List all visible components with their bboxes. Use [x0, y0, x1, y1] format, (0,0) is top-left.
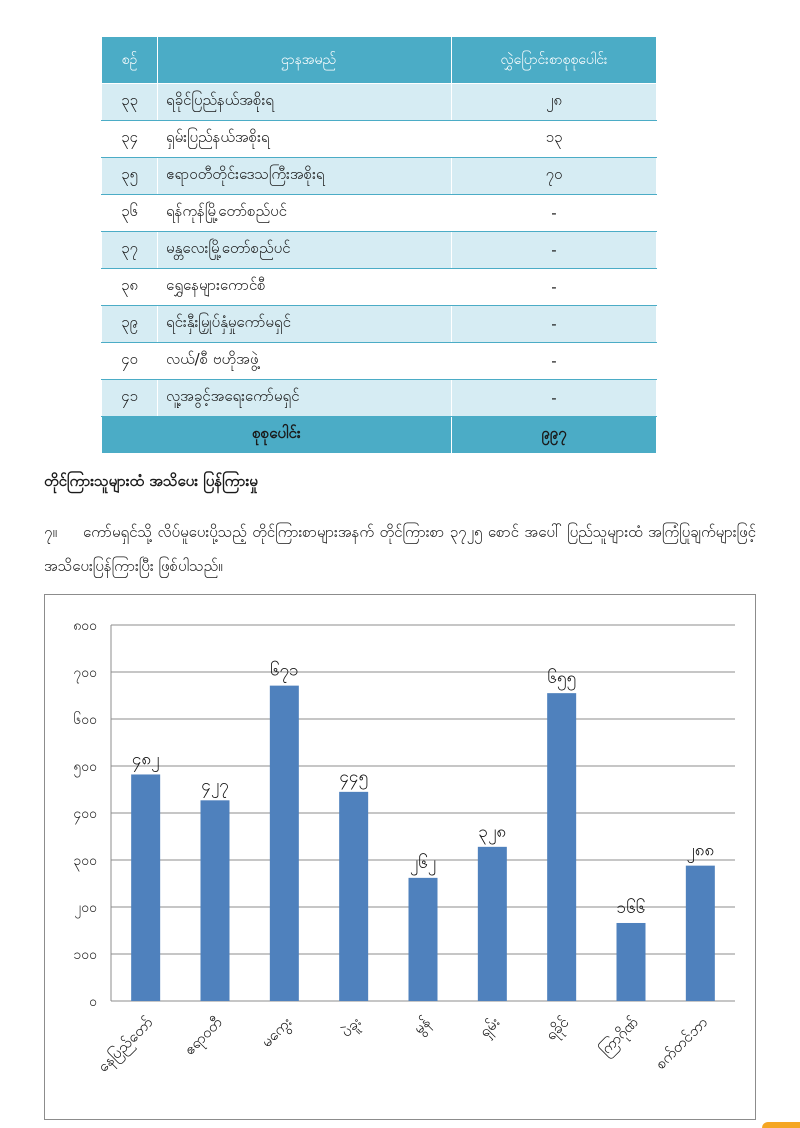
- bar: [478, 847, 507, 1001]
- table-row: [102, 195, 657, 232]
- data-label: ၆၇၁: [269, 660, 299, 681]
- x-tick-label: မွန်: [409, 1013, 434, 1038]
- y-tick-label: ၁၀၀: [73, 947, 97, 963]
- row-total: ၂၈: [452, 84, 657, 121]
- bar: [409, 878, 438, 1001]
- row-department: ရင်းနှီးမြှုပ်နှံမှုကော်မရှင်: [158, 306, 452, 343]
- paragraph: [44, 515, 756, 583]
- y-tick-label: ၈၀၀: [73, 618, 97, 634]
- header-department: ဌာနအမည်: [158, 37, 452, 84]
- row-total: ၇၀: [452, 158, 657, 195]
- x-tick-label: ရခိုင်: [541, 1013, 573, 1044]
- bar: [339, 792, 368, 1001]
- bar: [201, 800, 230, 1001]
- row-department: လူ့အခွင့်အရေးကော်မရှင်: [158, 380, 452, 417]
- data-label: ၄၂၇: [201, 775, 229, 796]
- table-row: [102, 380, 657, 417]
- row-total: -: [452, 195, 657, 232]
- total-value: ၉၉၇: [452, 417, 657, 454]
- header-total: လွှဲပြောင်းစာစုစုပေါင်း: [452, 37, 657, 84]
- bar: [617, 923, 646, 1001]
- table-row: [102, 158, 657, 195]
- bar: [686, 866, 715, 1001]
- table-row: [102, 84, 657, 121]
- data-label: ၄၄၅: [339, 766, 369, 787]
- bar: [547, 693, 576, 1001]
- row-no: ၃၈: [102, 269, 158, 306]
- bar: [131, 774, 160, 1001]
- section-heading: တိုင်ကြားသူများထံ အသိပေး ပြန်ကြားမှု: [44, 472, 258, 490]
- row-no: ၄၁: [102, 380, 158, 417]
- total-label: စုစုပေါင်း: [102, 417, 452, 454]
- page-corner-tab: [762, 1122, 800, 1128]
- y-tick-label: ၂၀၀: [74, 900, 97, 916]
- transfer-table: [101, 36, 657, 454]
- row-no: ၃၇: [102, 232, 158, 269]
- row-no: ၃၉: [102, 306, 158, 343]
- x-tick-label: မကွေး: [257, 1013, 296, 1051]
- x-tick-label: ဧရာဝတီ: [180, 1013, 226, 1059]
- header-no: စဉ်: [102, 37, 158, 84]
- data-label: ၂၆၂: [409, 852, 437, 873]
- y-tick-label: ၀: [89, 994, 97, 1010]
- data-label: ၆၅၅: [547, 668, 577, 689]
- row-department: လယ်/စီ ဗဟိုအဖွဲ့: [158, 343, 452, 380]
- table-row: [102, 121, 657, 158]
- row-total: ၁၃: [452, 121, 657, 158]
- row-total: -: [452, 380, 657, 417]
- table-row: [102, 343, 657, 380]
- y-tick-label: ၆၀၀: [73, 712, 97, 728]
- row-total: -: [452, 306, 657, 343]
- x-tick-label: ကြာဂိုဏ်: [595, 1013, 642, 1060]
- row-department: ရွှေနေများကောင်စီ: [158, 269, 452, 306]
- row-department: မန္တလေးမြို့တော်စည်ပင်: [158, 232, 452, 269]
- data-label: ၂၈၈: [686, 840, 715, 861]
- y-tick-label: ၅၀၀: [73, 759, 97, 775]
- row-no: ၃၅: [102, 158, 158, 195]
- row-department: ဧရာဝတီတိုင်းဒေသကြီးအစိုးရ: [158, 158, 452, 195]
- row-department: ရခိုင်ပြည်နယ်အစိုးရ: [158, 84, 452, 121]
- row-no: ၃၄: [102, 121, 158, 158]
- x-tick-label: စက်တင်ဘာ: [651, 1013, 712, 1073]
- row-total: -: [452, 343, 657, 380]
- paragraph-text: ကော်မရှင်သို့ လိပ်မူပေးပို့သည့် တိုင်ကြားစာများအနက် တိုင်ကြားစာ ၃၇၂၅ စောင် အပေါ် ပြည်သူများထံ အကြံပြုချက်များဖြင့် အသိပေးပြန်ကြားပြီး ဖြစ်ပါသည်။: [44, 523, 756, 575]
- x-tick-label: နေပြည်တော်: [93, 1013, 157, 1076]
- paragraph-number: ၇။: [44, 523, 57, 541]
- row-no: ၃၃: [102, 84, 158, 121]
- x-tick-label: ပဲခူး: [337, 1013, 365, 1041]
- x-tick-label: ရှမ်း: [475, 1013, 504, 1041]
- data-label: ၃၂၈: [478, 821, 507, 842]
- table-header-row: [102, 37, 657, 84]
- table-row: [102, 306, 657, 343]
- bar-chart: [44, 594, 756, 1120]
- table-row: [102, 232, 657, 269]
- y-tick-label: ၃၀၀: [73, 853, 97, 869]
- row-department: ရှမ်းပြည်နယ်အစိုးရ: [158, 121, 452, 158]
- row-total: -: [452, 232, 657, 269]
- y-tick-label: ၄၀၀: [73, 806, 97, 822]
- row-total: -: [452, 269, 657, 306]
- bar: [270, 686, 299, 1001]
- row-no: ၃၆: [102, 195, 158, 232]
- row-no: ၄၀: [102, 343, 158, 380]
- table-row: [102, 269, 657, 306]
- y-tick-label: ၇၀၀: [73, 665, 97, 681]
- data-label: ၄၈၂: [131, 749, 160, 770]
- bar-chart-svg: [45, 595, 755, 1119]
- table-total-row: [102, 417, 657, 454]
- row-department: ရန်ကုန်မြို့တော်စည်ပင်: [158, 195, 452, 232]
- data-label: ၁၆၆: [616, 897, 646, 918]
